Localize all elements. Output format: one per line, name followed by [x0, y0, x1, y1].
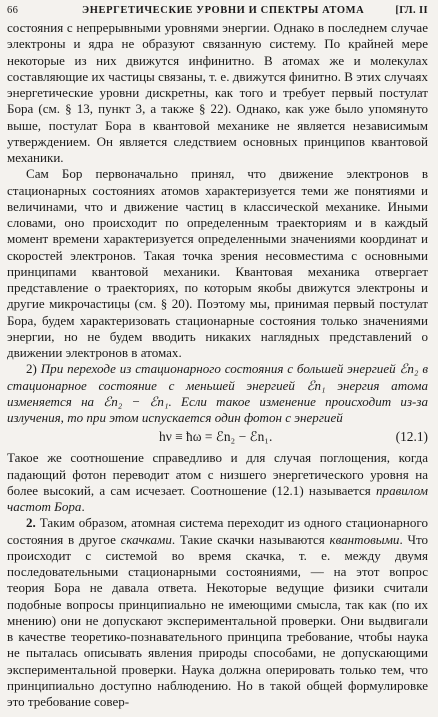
quantum-jumps-text-b: . Такие скачки называются: [171, 531, 330, 547]
frequency-rule-text: Такое же соотношение справедливо и для случая поглощения, когда падающий фотон переводит атом с низшего энергетического уровня на более высокий, а сам исчезает. Соотношение (12.1) называется: [7, 450, 428, 498]
paragraph-second-postulate: [7, 361, 428, 426]
running-header: [0, 0, 438, 20]
equation-number: (12.1): [395, 429, 428, 445]
chapter-label: [ГЛ. II: [395, 5, 428, 16]
paragraph-continuation: состояния с непрерывными уровнями энергии. Однако в последнем случае электроны и ядра не образуют связанную систему. По крайней мере некоторые из них движутся инфинитно. В атомах же и молекулах составляющие их частицы связаны, т. е. движутся финитно. В этих случаях энергетические уровни дискретны, как того и требует первый постулат Бора (см. § 13, пункт 3, а также § 22). Однако, как уже было упомянуто выше, постулат Бора в квантовой механике не является независимым утверждением. Он является следствием основных принципов квантовой механики.: [7, 20, 428, 165]
running-title: ЭНЕРГЕТИЧЕСКИЕ УРОВНИ И СПЕКТРЫ АТОМА: [82, 5, 365, 16]
section-number: 2.: [26, 515, 36, 531]
page-body: [7, 20, 428, 710]
term-jumps: скачками: [120, 531, 172, 547]
paragraph-quantum-jumps: [7, 515, 428, 710]
frequency-rule-term: правилом частот Бора: [7, 482, 428, 514]
paragraph-frequency-rule: [7, 450, 428, 515]
term-quantum: квантовыми: [329, 531, 400, 547]
equation-row: [7, 426, 428, 450]
quantum-jumps-text-a: Таким образом, атомная система переходит из одного стационарного состояния в другое: [7, 515, 428, 547]
postulate-number: 2): [26, 361, 41, 377]
frequency-rule-end: .: [81, 499, 85, 514]
quantum-jumps-text-c: . Что происходит с системой во время скачка, т. е. между двумя последовательными стационарными состояниями, — на этот вопрос теория Бора не давала ответа. Некоторые ведущие физики считали подобные вопросы принципиально не имеющими смысла, так как (по их мнению) они не допускают экспериментальной проверки. Они выдвигали в качестве теоретико-познавательного принципа требование, чтобы наука не пыталась описывать явления природы способами, не допускающими экспериментальной проверки. Наука должна оперировать только тем, что принципиально доступно наблюдению. Но в такой общей формулировке это требование совер-: [7, 531, 428, 709]
postulate-statement: При переходе из стационарного состояния с большей энергией ℰn₂ в стационарное состояние с меньшей энергией ℰn₁ энергия атома изменяется на ℰn₂ − ℰn₁. Если такое изменение происходит из-за излучения, то при этом испускается один фотон с энергией: [7, 361, 428, 425]
paragraph-bohr-trajectories: Сам Бор первоначально принял, что движение электронов в стационарных состояниях атомов характеризуется теми же понятиями и величинами, что и движение частиц в классической механике. Иными словами, оно происходит по определенным траекториям и в каждый момент времени характеризуется определенными значениями координат и скоростей электронов. Такая точка зрения несовместима с основными принципами квантовой механики. Квантовая механика отвергает представление о траекториях, по которым якобы движутся электроны и другие микрочастицы (см. § 20). Поэтому мы, принимая первый постулат Бора, будем характеризовать стационарные состояния только значениями энергии, но не будем вводить никаких наглядных представлений о движении электронов в атомах.: [7, 166, 428, 360]
equation-12-1: hν ≡ ħω = ℰn₂ − ℰn₁.: [159, 429, 273, 445]
page-number: 66: [7, 5, 19, 16]
